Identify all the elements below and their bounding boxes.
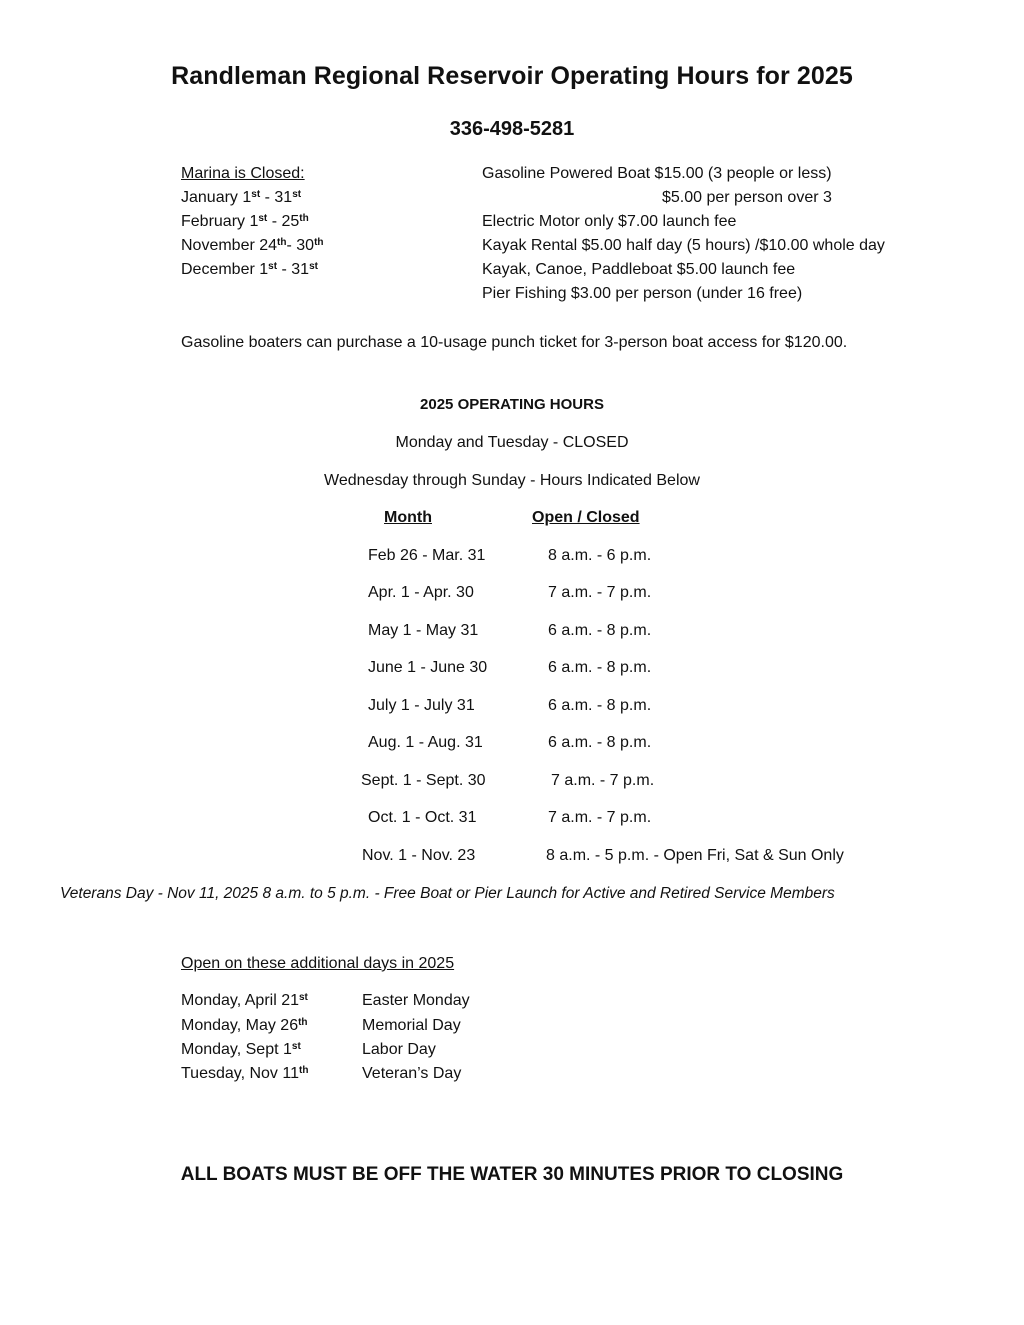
closed-days: Monday and Tuesday - CLOSED bbox=[395, 434, 629, 451]
hours-time: 8 a.m. - 6 p.m. bbox=[548, 547, 652, 564]
closed-row: December 1st - 31st bbox=[181, 261, 318, 278]
fee-item: Gasoline Powered Boat $15.00 (3 people or less) bbox=[482, 165, 832, 182]
closed-row: November 24th- 30th bbox=[181, 237, 324, 254]
additional-day-date: Monday, Sept 1st bbox=[181, 1041, 301, 1058]
fee-item: Kayak, Canoe, Paddleboat $5.00 launch fee bbox=[482, 261, 796, 278]
closed-row: January 1st - 31st bbox=[181, 189, 302, 206]
column-month-header: Month bbox=[384, 509, 432, 526]
hours-time: 7 a.m. - 7 p.m. bbox=[548, 584, 652, 601]
hours-time: 6 a.m. - 8 p.m. bbox=[548, 697, 652, 714]
additional-day-date: Monday, April 21st bbox=[181, 992, 308, 1009]
hours-time: 7 a.m. - 7 p.m. bbox=[548, 809, 652, 826]
hours-month: Nov. 1 - Nov. 23 bbox=[362, 847, 476, 864]
additional-day-holiday: Labor Day bbox=[362, 1041, 436, 1058]
hours-month: Sept. 1 - Sept. 30 bbox=[361, 772, 486, 789]
fee-item: Kayak Rental $5.00 half day (5 hours) /$10.00 whole day bbox=[482, 237, 885, 254]
hours-month: June 1 - June 30 bbox=[368, 659, 488, 676]
page-title: Randleman Regional Reservoir Operating Hours for 2025 bbox=[171, 62, 853, 90]
open-days: Wednesday through Sunday - Hours Indicated Below bbox=[324, 472, 700, 489]
hours-month: Feb 26 - Mar. 31 bbox=[368, 547, 486, 564]
hours-month: May 1 - May 31 bbox=[368, 622, 479, 639]
additional-day-holiday: Easter Monday bbox=[362, 992, 470, 1009]
hours-time: 6 a.m. - 8 p.m. bbox=[548, 734, 652, 751]
additional-days-heading: Open on these additional days in 2025 bbox=[181, 955, 455, 972]
phone-number: 336-498-5281 bbox=[449, 118, 575, 140]
hours-time: 6 a.m. - 8 p.m. bbox=[548, 659, 652, 676]
additional-day-holiday: Memorial Day bbox=[362, 1017, 461, 1034]
hours-heading: 2025 OPERATING HOURS bbox=[420, 396, 604, 413]
fee-item: Electric Motor only $7.00 launch fee bbox=[482, 213, 737, 230]
closed-row: February 1st - 25th bbox=[181, 213, 309, 230]
veterans-day-note: Veterans Day - Nov 11, 2025 8 a.m. to 5 p.m. - Free Boat or Pier Launch for Active and Retired Service Members bbox=[60, 885, 835, 902]
column-open-header: Open / Closed bbox=[532, 509, 640, 526]
hours-month: Oct. 1 - Oct. 31 bbox=[368, 809, 477, 826]
hours-time: 7 a.m. - 7 p.m. bbox=[551, 772, 655, 789]
fee-item: Pier Fishing $3.00 per person (under 16 free) bbox=[482, 285, 803, 302]
fee-item: $5.00 per person over 3 bbox=[662, 189, 832, 206]
additional-day-date: Tuesday, Nov 11th bbox=[181, 1065, 309, 1082]
closing-rule-note: ALL BOATS MUST BE OFF THE WATER 30 MINUTES PRIOR TO CLOSING bbox=[180, 1164, 844, 1185]
hours-time: 6 a.m. - 8 p.m. bbox=[548, 622, 652, 639]
closed-heading: Marina is Closed: bbox=[181, 165, 305, 182]
hours-month: July 1 - July 31 bbox=[368, 697, 475, 714]
hours-month: Apr. 1 - Apr. 30 bbox=[368, 584, 474, 601]
hours-time: 8 a.m. - 5 p.m. - Open Fri, Sat & Sun Only bbox=[546, 847, 844, 864]
additional-day-holiday: Veteran’s Day bbox=[362, 1065, 462, 1082]
additional-day-date: Monday, May 26th bbox=[181, 1017, 308, 1034]
hours-month: Aug. 1 - Aug. 31 bbox=[368, 734, 483, 751]
punch-ticket-note: Gasoline boaters can purchase a 10-usage punch ticket for 3-person boat access for $120.00. bbox=[181, 334, 848, 351]
